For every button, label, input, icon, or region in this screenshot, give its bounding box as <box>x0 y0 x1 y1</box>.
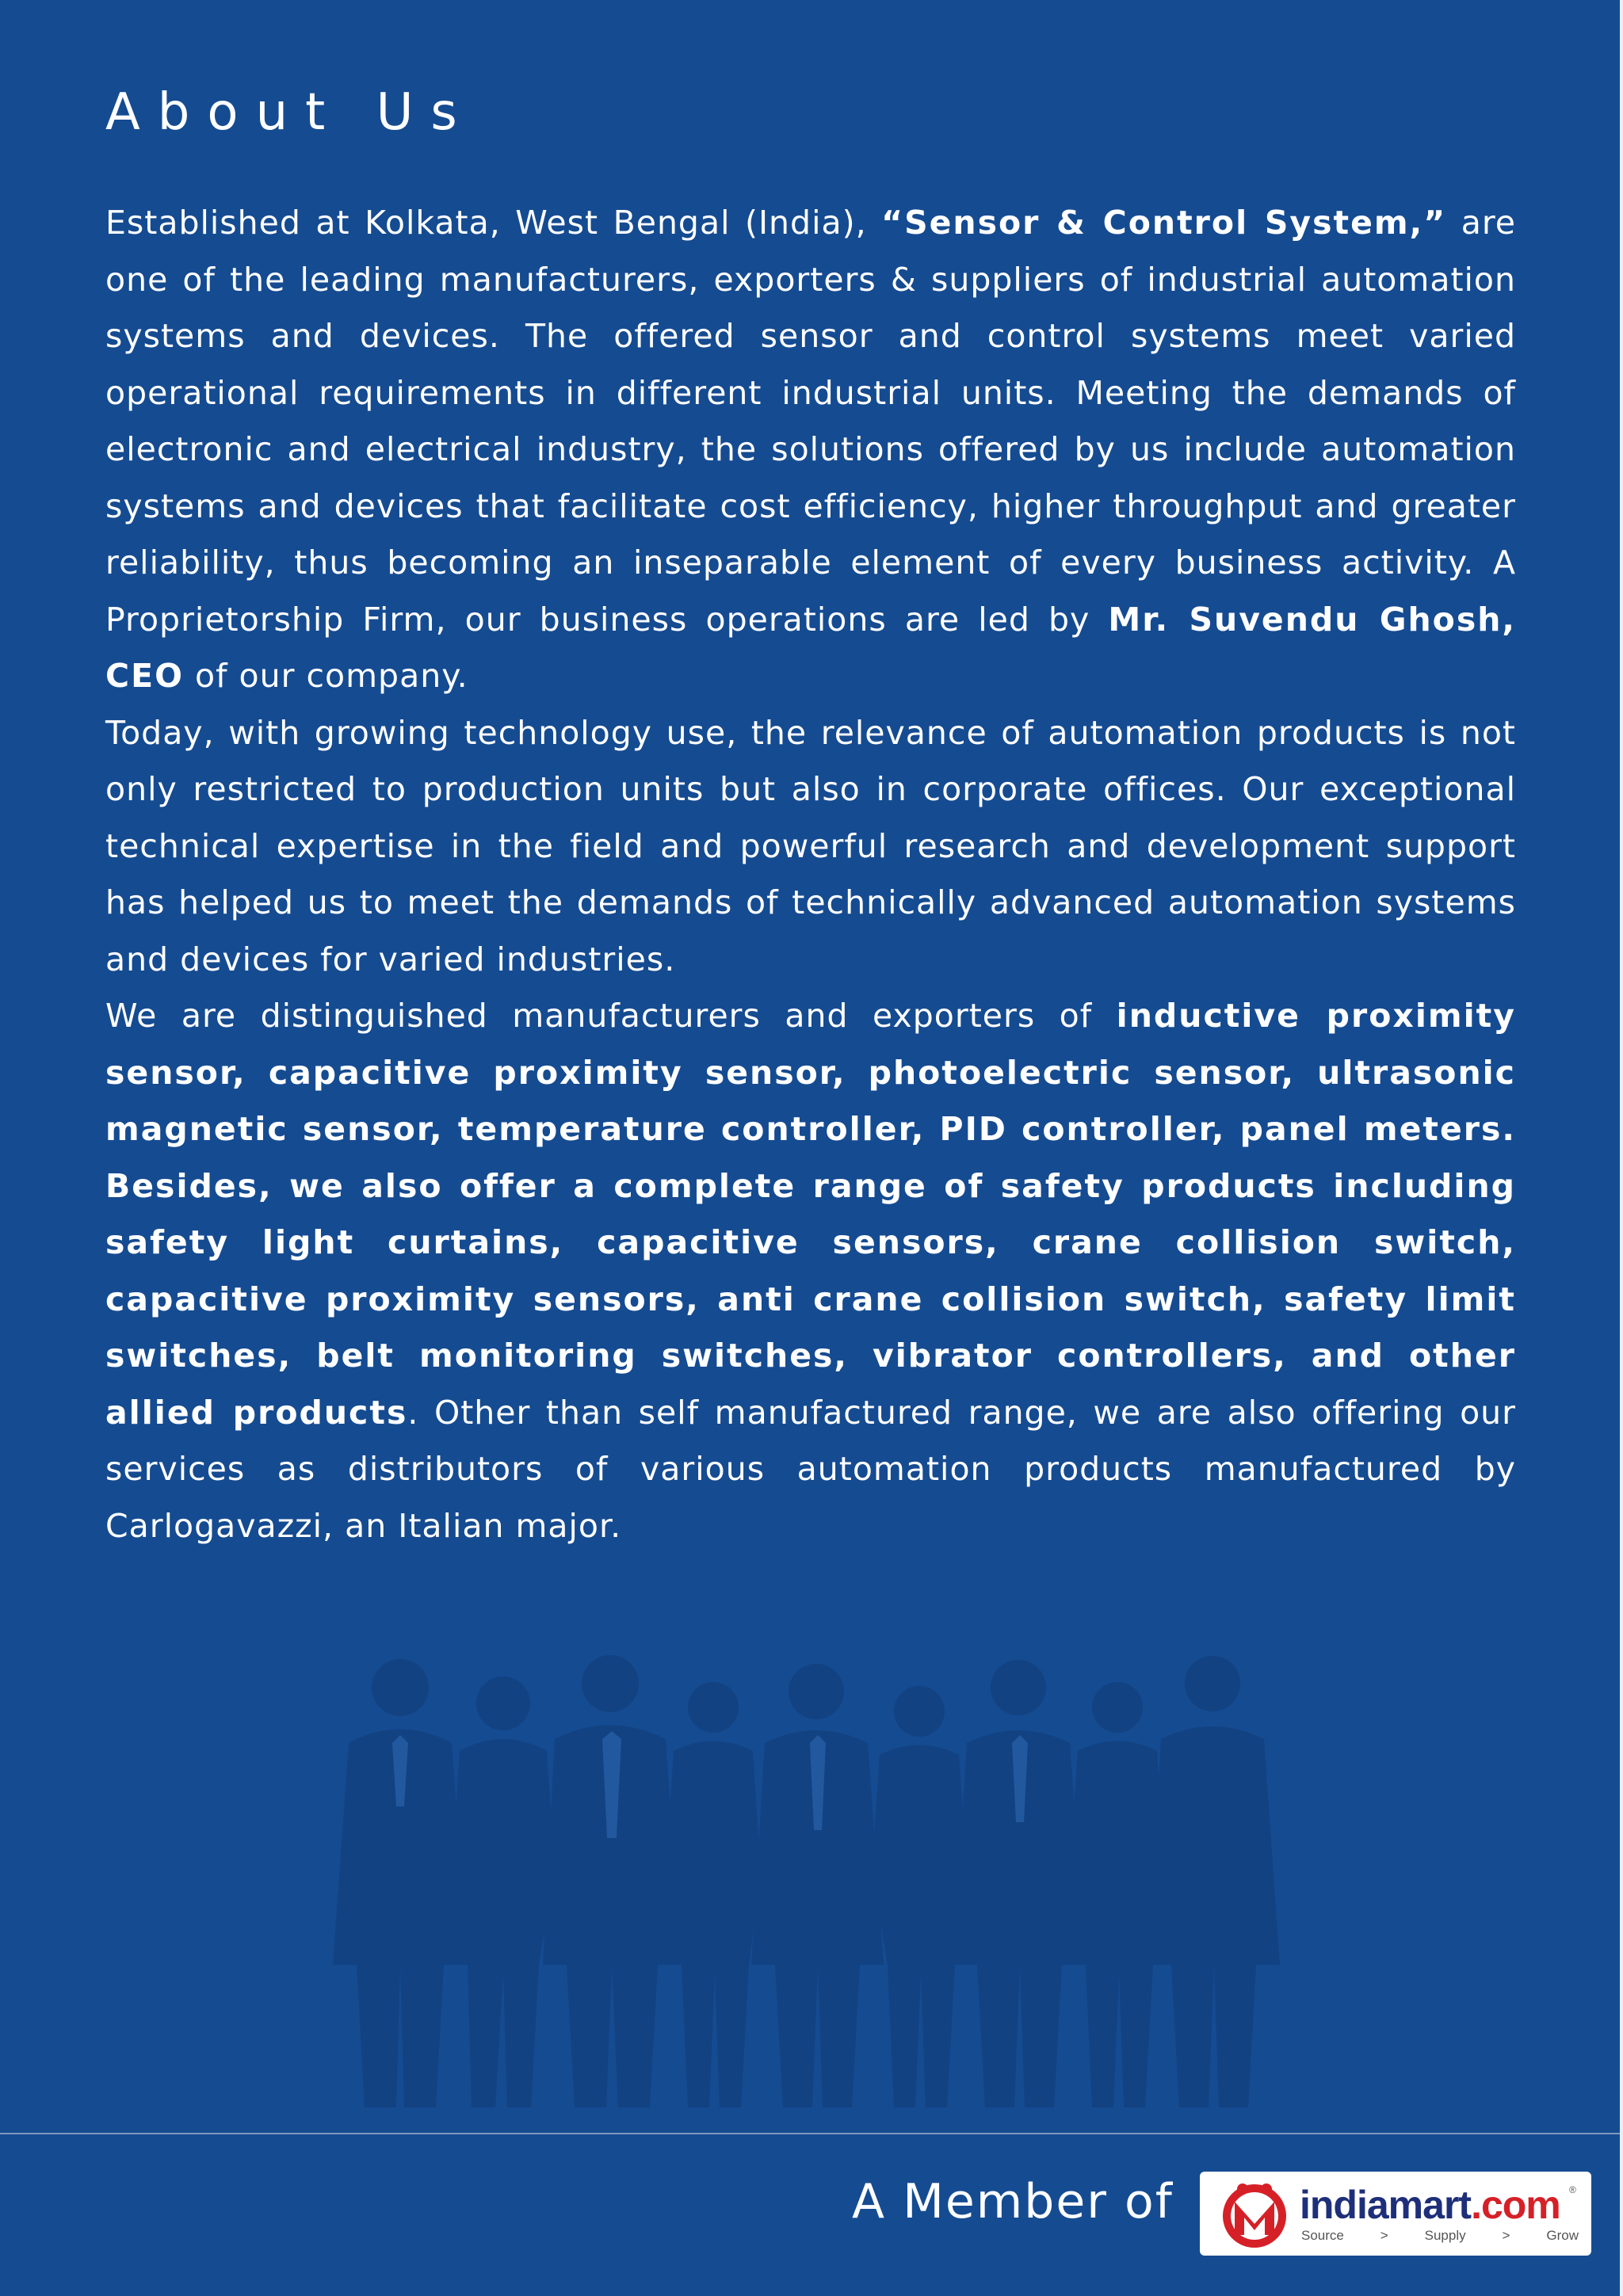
indiamart-m-icon <box>1211 2178 1298 2251</box>
logo-word-suffix: .com <box>1471 2183 1560 2227</box>
products-paragraph <box>105 988 1516 1554</box>
technology-paragraph: Today, with growing technology use, the relevance of automation products is not only restricted to production units but also in corporate offices. Our exceptional technical expertise in the field and powerful research and development support has helped us to meet the demands of technically advanced automation systems and devices for varied industries. <box>105 713 1516 978</box>
logo-tagline <box>1301 2228 1579 2244</box>
intro-text-3: of our company. <box>183 657 468 695</box>
tagline-word: Source <box>1301 2228 1344 2243</box>
silhouette-person <box>333 1659 468 2107</box>
silhouette-person <box>1148 1656 1280 2107</box>
tagline-separator: > <box>1380 2228 1388 2243</box>
ceo-name: Mr. Suvendu Ghosh, CEO <box>105 600 1516 695</box>
silhouette-person <box>666 1682 761 2107</box>
member-of-text: A Member of <box>852 2174 1174 2229</box>
logo-word-main: indiamart <box>1300 2183 1472 2227</box>
about-content <box>105 195 1516 1554</box>
products-text-2: . Other than self manufactured range, we are also offering our services as distributors of various automation products manufactured by Carlogavazzi, an Italian major. <box>105 1393 1517 1545</box>
indiamart-wordmark <box>1300 2183 1560 2227</box>
silhouette-person <box>872 1686 967 2107</box>
registered-mark: ® <box>1569 2184 1576 2195</box>
silhouette-person <box>953 1660 1086 2107</box>
intro-text-2: are one of the leading manufacturers, exporters & suppliers of industrial automation systems and devices. The offered sensor and control systems meet varied operational requirements in different industrial units. Meeting the demands of electronic and electrical industry, the solutions offered by us include automation systems and devices that facilitate cost efficiency, higher throughput and greater reliability, thus becoming an inseparable element of every business activity. A Proprietorship Firm, our business operations are led by <box>105 204 1516 639</box>
page-right-edge <box>1620 0 1623 2296</box>
intro-paragraph <box>105 195 1516 705</box>
silhouette-person <box>543 1655 682 2107</box>
footer-divider <box>0 2133 1620 2134</box>
intro-text-1: Established at Kolkata, West Bengal (India), <box>105 204 882 242</box>
page-title: About Us <box>105 83 475 142</box>
tagline-separator: > <box>1502 2228 1510 2243</box>
silhouette-person <box>1070 1682 1165 2107</box>
tagline-word: Supply <box>1424 2228 1466 2243</box>
product-list: inductive proximity sensor, capacitive proximity sensor, photoelectric sensor, ultrasonic magnetic sensor, temperature controller, PID controller, panel meters. Besides, we also offer a complete range of safety products including safety light curtains, capacitive sensors, crane collision switch, capacitive proximity sensors, anti crane collision switch, safety limit switches, belt monitoring switches, vibrator controllers, and other allied products <box>105 997 1516 1432</box>
business-team-silhouette-illustration <box>317 1632 1316 2115</box>
tagline-word: Grow <box>1546 2228 1579 2243</box>
company-name: “Sensor & Control System,” <box>881 204 1447 242</box>
products-text-1: We are distinguished manufacturers and exporters of <box>105 997 1117 1035</box>
silhouette-person <box>751 1664 884 2107</box>
silhouette-person <box>452 1676 555 2107</box>
indiamart-logo[interactable] <box>1200 2172 1591 2256</box>
